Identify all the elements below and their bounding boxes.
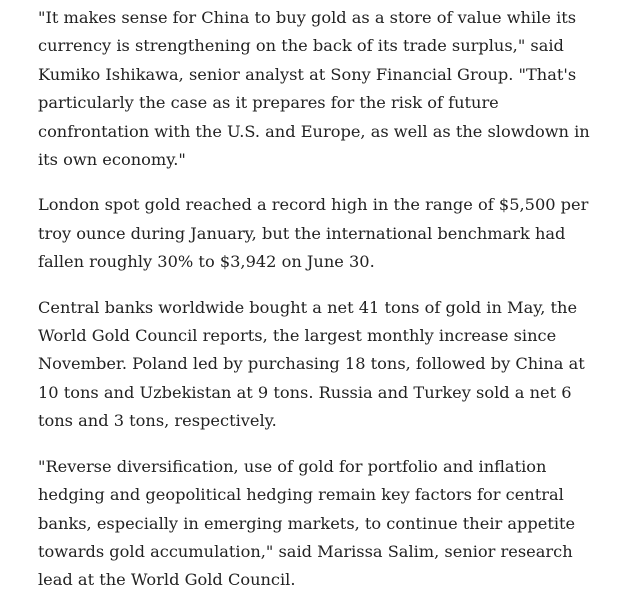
article-paragraph-spot-gold-price: London spot gold reached a record high in the range of $5,500 per troy ounce during January, but the international benchmark had fallen roughly 30% to $3,942 on June 30. <box>38 195 589 272</box>
article-paragraph-wgc-quote: "Reverse diversification, use of gold for portfolio and inflation hedging and geopolitical hedging remain key factors for central banks, especially in emerging markets, to continue their appetite towards gold accumulation," said Marissa Salim, senior research lead at the World Gold Council. <box>38 456 576 590</box>
article-body <box>38 4 604 612</box>
article-paragraph-central-bank-purchases: Central banks worldwide bought a net 41 tons of gold in May, the World Gold Council reports, the largest monthly increase since November. Poland led by purchasing 18 tons, followed by China at 10 tons and Uzbekistan at 9 tons. Russia and Turkey sold a net 6 tons and 3 tons, respectively. <box>38 297 585 431</box>
article-paragraph-analyst-quote: "It makes sense for China to buy gold as a store of value while its currency is strengthening on the back of its trade surplus," said Kumiko Ishikawa, senior analyst at Sony Financial Group. "That's particularly the case as it prepares for the risk of future confrontation with the U.S. and Europe, as well as the slowdown in its own economy." <box>38 8 590 170</box>
